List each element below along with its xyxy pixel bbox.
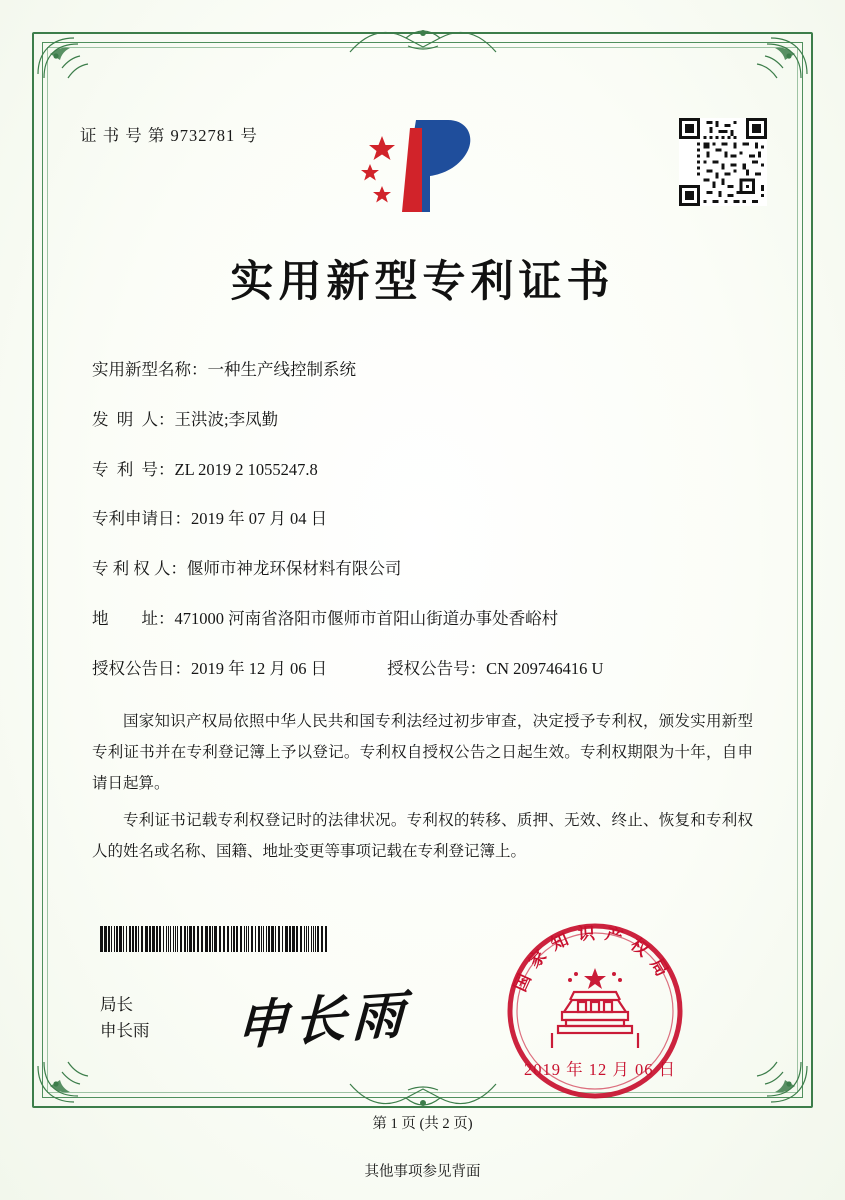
field-row-name bbox=[92, 358, 753, 383]
field-label: 专 利 权 人： bbox=[92, 559, 187, 578]
field-row-patentee bbox=[92, 557, 753, 582]
field-row-application-date bbox=[92, 507, 753, 532]
page-indicator: 第 1 页 (共 2 页) bbox=[372, 1116, 473, 1132]
signature-block bbox=[100, 992, 150, 1045]
field-label: 专 利 号： bbox=[92, 459, 175, 479]
barcode-icon bbox=[100, 926, 328, 952]
field-label: 专利申请日： bbox=[92, 509, 191, 529]
grant-number-group bbox=[387, 657, 603, 682]
qr-code-icon bbox=[679, 118, 767, 206]
field-label: 发 明 人： bbox=[92, 409, 175, 429]
signature-role: 局长 bbox=[100, 995, 133, 1014]
field-label: 地 址： bbox=[92, 608, 175, 628]
seal-date: 2019 年 12 月 06 日 bbox=[524, 1060, 677, 1079]
legal-paragraph-2: 专利证书记载专利权登记时的法律状况。专利权的转移、质押、无效、终止、恢复和专利权人的姓名或名称、国籍、地址变更等事项记载在专利登记簿上。 bbox=[92, 812, 753, 860]
signature-name: 申长雨 bbox=[100, 1021, 150, 1041]
bottom-center-ornament bbox=[348, 1075, 498, 1114]
grant-number-value: CN 209746416 U bbox=[486, 658, 604, 678]
page-title: 实用新型专利证书 bbox=[230, 257, 615, 307]
corner-ornament-top-right bbox=[739, 34, 811, 106]
field-value: 471000 河南省洛阳市偃师市首阳山街道办事处香峪村 bbox=[174, 608, 559, 628]
corner-ornament-bottom-left bbox=[34, 1034, 106, 1106]
field-list bbox=[92, 358, 753, 706]
field-row-grant bbox=[92, 657, 753, 682]
cnipa-logo-icon bbox=[352, 112, 482, 222]
field-label: 实用新型名称： bbox=[92, 360, 208, 379]
field-value: 王洪波;李凤勤 bbox=[174, 409, 279, 429]
field-row-patent-number bbox=[92, 458, 753, 483]
field-value: ZL 2019 2 1055247.8 bbox=[174, 459, 318, 479]
field-value: 一种生产线控制系统 bbox=[207, 360, 356, 379]
handwritten-signature: 申长雨 bbox=[234, 983, 411, 1058]
corner-ornament-top-left bbox=[34, 34, 106, 106]
footer-note: 其他事项参见背面 bbox=[364, 1164, 481, 1180]
legal-paragraph-1: 国家知识产权局依照中华人民共和国专利法经过初步审查，决定授予专利权，颁发实用新型专利证书并在专利登记簿上予以登记。专利权自授权公告之日起生效。专利权期限为十年，自申请日起算。 bbox=[92, 713, 753, 792]
certificate-number: 证 书 号 第 9732781 号 bbox=[80, 126, 258, 145]
svg-text:国家知识产权局: 国家知识产权局 bbox=[510, 923, 677, 995]
field-value: 偃师市神龙环保材料有限公司 bbox=[186, 559, 402, 578]
grant-date-value: 2019 年 12 月 06 日 bbox=[191, 658, 328, 678]
corner-ornament-bottom-right bbox=[739, 1034, 811, 1106]
legal-text-block bbox=[92, 706, 753, 873]
top-center-ornament bbox=[348, 22, 498, 61]
field-value: 2019 年 07 月 04 日 bbox=[191, 509, 328, 529]
grant-date-label: 授权公告日： bbox=[92, 658, 191, 678]
grant-date-group bbox=[92, 657, 327, 682]
grant-number-label: 授权公告号： bbox=[387, 658, 487, 678]
field-row-inventor bbox=[92, 408, 753, 433]
field-row-address bbox=[92, 607, 753, 632]
